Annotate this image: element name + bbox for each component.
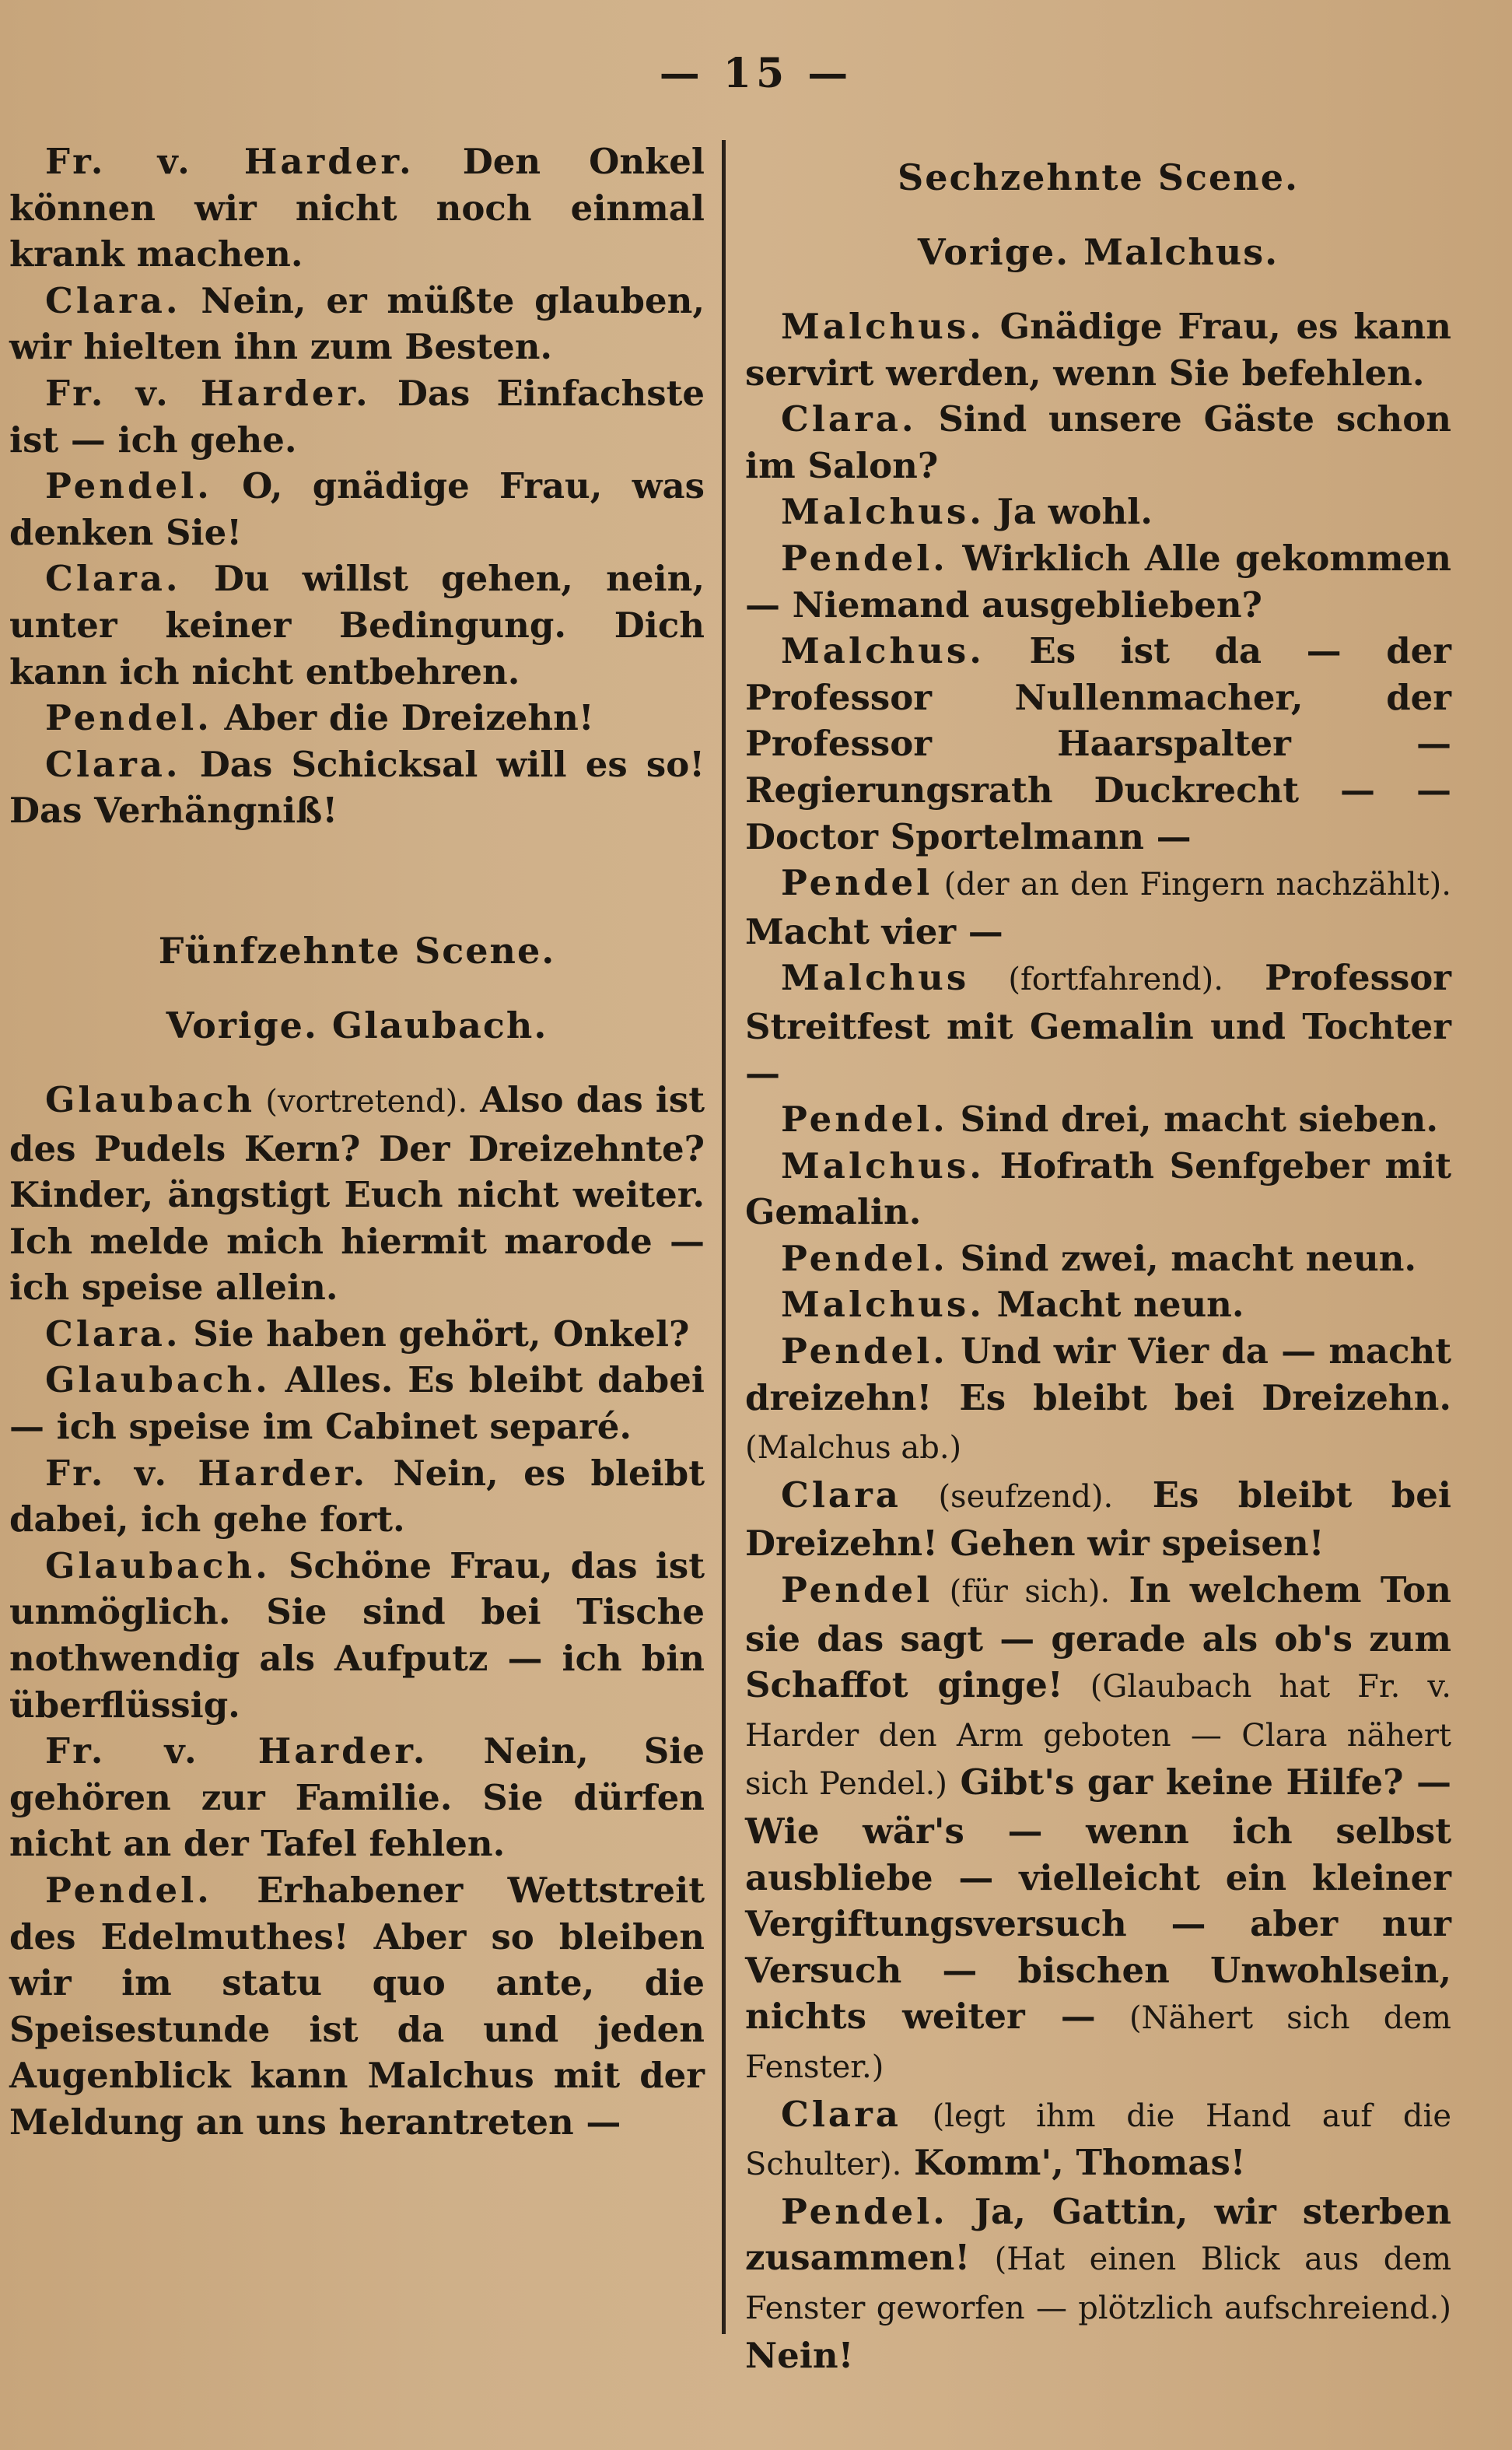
dialogue-block bbox=[9, 1077, 705, 2146]
speaker-name: Pendel. bbox=[781, 1237, 948, 1279]
dialogue-line bbox=[745, 1472, 1451, 1567]
dialogue-line bbox=[745, 303, 1451, 396]
spoken-text: Komm', Thomas! bbox=[901, 2142, 1246, 2184]
dialogue-line bbox=[9, 1728, 705, 1867]
spoken-text: Erhabener Wettstreit des Edelmuthes! Aber so bleiben wir im statu quo ante, die Speisestunde ist da und jeden Augenblick kann Malchus mit der Meldung an uns herantreten — bbox=[9, 1870, 705, 2143]
dialogue-line bbox=[9, 1077, 705, 1311]
dialogue-line bbox=[9, 1450, 705, 1543]
speaker-name: Malchus. bbox=[781, 1144, 985, 1186]
speaker-name: Pendel bbox=[781, 862, 933, 904]
spoken-text: Es ist da — der Professor Nullenmacher, der Professor Haarspalter — Regierungsrath Duckrecht — — Doctor Sportelmann — bbox=[745, 630, 1451, 857]
spoken-text: Sie haben gehört, Onkel? bbox=[180, 1313, 690, 1355]
dialogue-line bbox=[9, 1543, 705, 1728]
speaker-name: Clara. bbox=[45, 743, 181, 785]
spoken-text: Sind unsere Gäste schon im Salon? bbox=[745, 398, 1451, 486]
speaker-name: Clara. bbox=[45, 558, 181, 600]
spoken-text: Das Schicksal will es so! Das Verhängniß! bbox=[9, 743, 705, 832]
spoken-text: Also das ist des Pudels Kern? Der Dreizehnte? Kinder, ängstigt Euch nicht weiter. Ich melde mich hiermit marode — ich speise allein. bbox=[9, 1078, 705, 1309]
stage-direction: (der an den Fingern nachzählt). bbox=[933, 867, 1451, 903]
spoken-text: Macht neun. bbox=[984, 1284, 1244, 1326]
speaker-name: Clara bbox=[781, 2093, 901, 2135]
stage-direction: (Glaubach hat Fr. v. Harder den Arm geboten — Clara nähert sich Pendel.) bbox=[745, 1669, 1451, 1803]
speaker-name: Glaubach. bbox=[45, 1359, 271, 1401]
dialogue-line bbox=[9, 1357, 705, 1449]
spoken-text: Nein, Sie gehören zur Familie. Sie dürfen nicht an der Tafel fehlen. bbox=[9, 1730, 705, 1865]
dialogue-line bbox=[745, 1328, 1451, 1472]
dialogue-line bbox=[745, 535, 1451, 628]
speaker-name: Malchus. bbox=[781, 1284, 985, 1326]
speaker-name: Pendel bbox=[781, 1569, 933, 1611]
speaker-name: Fr. v. Harder. bbox=[45, 1730, 429, 1772]
stage-direction: (seufzend). bbox=[901, 1478, 1114, 1515]
speaker-name: Clara. bbox=[45, 279, 181, 321]
stage-direction: (für sich). bbox=[933, 1574, 1111, 1611]
stage-direction: (Malchus ab.) bbox=[745, 1430, 962, 1467]
dialogue-line bbox=[745, 2189, 1451, 2378]
dialogue-line bbox=[745, 1567, 1451, 2091]
dialogue-line bbox=[9, 278, 705, 370]
dialogue-line bbox=[9, 695, 705, 741]
speaker-name: Clara. bbox=[45, 1313, 181, 1355]
speaker-name: Pendel. bbox=[781, 537, 948, 579]
spoken-text: Macht vier — bbox=[745, 910, 1003, 952]
dialogue-line bbox=[745, 860, 1451, 955]
dialogue-line bbox=[9, 463, 705, 556]
dialogue-block bbox=[9, 138, 705, 834]
spoken-text: Alles. Es bleibt dabei — ich speise im Cabinet separé. bbox=[9, 1359, 705, 1448]
dialogue-block bbox=[745, 303, 1451, 2378]
spoken-text: Gnädige Frau, es kann servirt werden, wenn Sie befehlen. bbox=[745, 306, 1451, 394]
speaker-name: Malchus. bbox=[781, 630, 985, 672]
dialogue-line bbox=[745, 2091, 1451, 2189]
spoken-text: Ja, Gattin, wir sterben zusammen! bbox=[745, 2190, 1451, 2279]
spoken-text: Du willst gehen, nein, unter keiner Bedingung. Dich kann ich nicht entbehren. bbox=[9, 558, 705, 692]
spoken-text: Den Onkel können wir nicht noch einmal krank machen. bbox=[9, 141, 705, 275]
spoken-text: Nein, er müßte glauben, wir hielten ihn zum Besten. bbox=[9, 279, 705, 368]
dialogue-line bbox=[9, 370, 705, 463]
spoken-text: Gibt's gar keine Hilfe? — Wie wär's — wenn ich selbst ausbliebe — vielleicht ein kleiner Vergiftungsversuch — aber nur Versuch — bischen Unwohlsein, nichts weiter — bbox=[745, 1761, 1452, 2038]
spoken-text: Es bleibt bei Dreizehn! Gehen wir speisen! bbox=[745, 1474, 1451, 1565]
page-number: — 15 — bbox=[659, 50, 853, 97]
right-column bbox=[736, 138, 1452, 2376]
spoken-text: Wirklich Alle gekommen — Niemand ausgeblieben? bbox=[745, 537, 1451, 626]
speaker-name: Glaubach. bbox=[45, 1544, 271, 1586]
speaker-name: Glaubach bbox=[45, 1078, 256, 1120]
spoken-text: Sind zwei, macht neun. bbox=[947, 1237, 1417, 1279]
scene-cast: Vorige. Glaubach. bbox=[166, 1004, 548, 1046]
dialogue-line bbox=[745, 489, 1451, 535]
spoken-text: In welchem Ton sie das sagt — gerade als ob's zum Schaffot ginge! bbox=[745, 1569, 1451, 1706]
speaker-name: Fr. v. Harder. bbox=[45, 372, 371, 414]
dialogue-line bbox=[9, 138, 705, 278]
stage-direction: (Nähert sich dem Fenster.) bbox=[745, 2000, 1451, 2085]
spoken-text: Schöne Frau, das ist unmöglich. Sie sind bei Tische nothwendig als Aufputz — ich bin überflüssig. bbox=[9, 1544, 705, 1726]
spoken-text: Und wir Vier da — macht dreizehn! Es bleibt bei Dreizehn. bbox=[745, 1330, 1451, 1418]
dialogue-line bbox=[9, 556, 705, 695]
spoken-text: Aber die Dreizehn! bbox=[212, 697, 594, 739]
dialogue-line bbox=[9, 1867, 705, 2146]
stage-direction: (vortretend). bbox=[255, 1083, 468, 1120]
dialogue-line bbox=[745, 1143, 1451, 1236]
speaker-name: Fr. v. Harder. bbox=[45, 1452, 369, 1494]
dialogue-line bbox=[745, 396, 1451, 489]
spoken-text: Sind drei, macht sieben. bbox=[947, 1099, 1439, 1141]
spoken-text: Nein! bbox=[745, 2334, 854, 2376]
stage-direction: (legt ihm die Hand auf die Schulter). bbox=[745, 2098, 1451, 2183]
speaker-name: Malchus bbox=[781, 957, 970, 999]
speaker-name: Pendel. bbox=[781, 2190, 948, 2232]
dialogue-line bbox=[745, 1236, 1451, 1282]
speaker-name: Pendel. bbox=[781, 1330, 948, 1372]
scene-title: Sechzehnte Scene. bbox=[898, 156, 1299, 198]
spoken-text: Ja wohl. bbox=[984, 491, 1153, 533]
dialogue-line bbox=[745, 1096, 1451, 1143]
spoken-text: Nein, es bleibt dabei, ich gehe fort. bbox=[9, 1452, 705, 1540]
left-column bbox=[9, 138, 716, 2333]
stage-direction: (Hat einen Blick aus dem Fenster geworfen — plötzlich aufschreiend.) bbox=[745, 2241, 1451, 2326]
speaker-name: Fr. v. Harder. bbox=[45, 141, 415, 182]
dialogue-line bbox=[9, 1311, 705, 1358]
dialogue-line bbox=[745, 1281, 1451, 1328]
spoken-text: Professor Streitfest mit Gemalin und Tochter — bbox=[745, 957, 1452, 1094]
speaker-name: Pendel. bbox=[45, 1870, 212, 1911]
speaker-name: Pendel. bbox=[45, 697, 212, 739]
speaker-name: Pendel. bbox=[45, 465, 212, 507]
speaker-name: Pendel. bbox=[781, 1099, 948, 1141]
speaker-name: Clara bbox=[781, 1474, 901, 1516]
column-divider bbox=[722, 140, 726, 2334]
speaker-name: Malchus. bbox=[781, 306, 985, 347]
spoken-text: Hofrath Senfgeber mit Gemalin. bbox=[745, 1144, 1451, 1233]
spoken-text: Das Einfachste ist — ich gehe. bbox=[9, 372, 705, 461]
dialogue-line bbox=[745, 955, 1451, 1096]
dialogue-line bbox=[9, 741, 705, 834]
dialogue-line bbox=[745, 628, 1451, 860]
speaker-name: Malchus. bbox=[781, 491, 985, 533]
spoken-text: O, gnädige Frau, was denken Sie! bbox=[9, 465, 705, 553]
speaker-name: Clara. bbox=[781, 398, 917, 440]
scene-title: Fünfzehnte Scene. bbox=[158, 929, 556, 972]
scene-cast: Vorige. Malchus. bbox=[917, 231, 1279, 273]
stage-direction: (fortfahrend). bbox=[969, 962, 1223, 998]
